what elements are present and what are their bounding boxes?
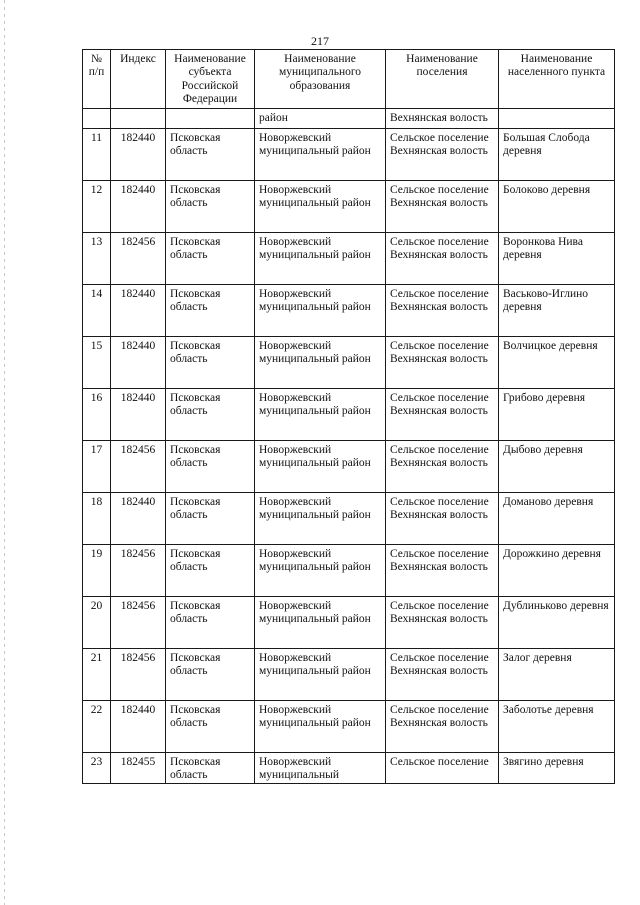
cell-subject: Псковская область [166,128,255,180]
table-row [83,648,615,700]
cell-subject: Псковская область [166,648,255,700]
cell-num: 22 [83,700,111,752]
cell-municipality: Новоржевский муниципальный район [255,648,386,700]
cell-locality: Звягино деревня [499,752,615,784]
table-row [83,700,615,752]
cell-settlement: Сельское поселение Вехнянская волость [386,596,499,648]
cell-index: 182456 [111,232,166,284]
table-row [83,388,615,440]
cell-locality: Васьково-Иглино деревня [499,284,615,336]
cell-subject: Псковская область [166,284,255,336]
table-row [83,336,615,388]
cell-municipality: Новоржевский муниципальный район [255,544,386,596]
cell-num: 11 [83,128,111,180]
cell-locality [499,108,615,128]
table-row-continuation [83,108,615,128]
table-row [83,128,615,180]
cell-settlement: Сельское поселение Вехнянская волость [386,128,499,180]
cell-num: 18 [83,492,111,544]
cell-subject: Псковская область [166,440,255,492]
cell-num: 16 [83,388,111,440]
table-row [83,284,615,336]
cell-index: 182456 [111,648,166,700]
cell-settlement: Сельское поселение [386,752,499,784]
cell-locality: Заболотье деревня [499,700,615,752]
cell-subject: Псковская область [166,232,255,284]
cell-settlement: Сельское поселение Вехнянская волость [386,336,499,388]
cell-num: 13 [83,232,111,284]
cell-index: 182456 [111,596,166,648]
cell-settlement: Сельское поселение Вехнянская волость [386,232,499,284]
cell-locality: Большая Слобода деревня [499,128,615,180]
cell-settlement: Сельское поселение Вехнянская волость [386,700,499,752]
locality-table [82,49,615,784]
cell-num [83,108,111,128]
cell-index: 182440 [111,180,166,232]
cell-locality: Дублиньково деревня [499,596,615,648]
header-subject: Наименование субъекта Российской Федерации [166,50,255,109]
cell-settlement: Сельское поселение Вехнянская волость [386,648,499,700]
header-settlement: Наименование поселения [386,50,499,109]
cell-locality: Залог деревня [499,648,615,700]
header-index: Индекс [111,50,166,109]
cell-municipality: Новоржевский муниципальный район [255,492,386,544]
cell-num: 19 [83,544,111,596]
cell-municipality: Новоржевский муниципальный район [255,388,386,440]
table-row [83,180,615,232]
cell-num: 12 [83,180,111,232]
header-municipality: Наименование муниципального образования [255,50,386,109]
cell-locality: Болоково деревня [499,180,615,232]
cell-settlement: Сельское поселение Вехнянская волость [386,180,499,232]
cell-index: 182440 [111,128,166,180]
cell-index: 182440 [111,388,166,440]
cell-num: 23 [83,752,111,784]
table-row [83,544,615,596]
cell-settlement: Вехнянская волость [386,108,499,128]
cell-index: 182456 [111,544,166,596]
cell-municipality: Новоржевский муниципальный район [255,336,386,388]
cell-num: 17 [83,440,111,492]
cell-settlement: Сельское поселение Вехнянская волость [386,388,499,440]
cell-index: 182440 [111,284,166,336]
cell-subject: Псковская область [166,752,255,784]
cell-subject: Псковская область [166,544,255,596]
table-row [83,440,615,492]
cell-index: 182440 [111,336,166,388]
header-locality: Наименование населенного пункта [499,50,615,109]
cell-settlement: Сельское поселение Вехнянская волость [386,544,499,596]
cell-index: 182440 [111,492,166,544]
cell-subject: Псковская область [166,336,255,388]
cell-municipality: Новоржевский муниципальный район [255,596,386,648]
cell-index: 182440 [111,700,166,752]
cell-subject: Псковская область [166,596,255,648]
cell-municipality: Новоржевский муниципальный район [255,128,386,180]
cell-subject: Псковская область [166,700,255,752]
scan-edge-artifact [4,0,5,905]
cell-municipality: Новоржевский муниципальный район [255,284,386,336]
cell-subject [166,108,255,128]
cell-index: 182456 [111,440,166,492]
table-row [83,752,615,784]
page-number: 217 [311,34,329,48]
cell-subject: Псковская область [166,180,255,232]
cell-num: 21 [83,648,111,700]
cell-locality: Воронкова Нива деревня [499,232,615,284]
table-row [83,492,615,544]
table-row [83,596,615,648]
cell-locality: Волчицкое деревня [499,336,615,388]
cell-settlement: Сельское поселение Вехнянская волость [386,440,499,492]
cell-municipality: Новоржевский муниципальный [255,752,386,784]
cell-subject: Псковская область [166,492,255,544]
cell-index: 182455 [111,752,166,784]
cell-num: 20 [83,596,111,648]
cell-num: 14 [83,284,111,336]
cell-num: 15 [83,336,111,388]
cell-locality: Дорожкино деревня [499,544,615,596]
table-row [83,232,615,284]
cell-settlement: Сельское поселение Вехнянская волость [386,284,499,336]
cell-municipality: Новоржевский муниципальный район [255,232,386,284]
cell-locality: Доманово деревня [499,492,615,544]
cell-municipality: Новоржевский муниципальный район [255,700,386,752]
cell-locality: Дыбово деревня [499,440,615,492]
cell-municipality: район [255,108,386,128]
cell-settlement: Сельское поселение Вехнянская волость [386,492,499,544]
cell-subject: Псковская область [166,388,255,440]
cell-index [111,108,166,128]
cell-locality: Грибово деревня [499,388,615,440]
table-header-row [83,50,615,109]
header-num: № п/п [83,50,111,109]
cell-municipality: Новоржевский муниципальный район [255,440,386,492]
cell-municipality: Новоржевский муниципальный район [255,180,386,232]
